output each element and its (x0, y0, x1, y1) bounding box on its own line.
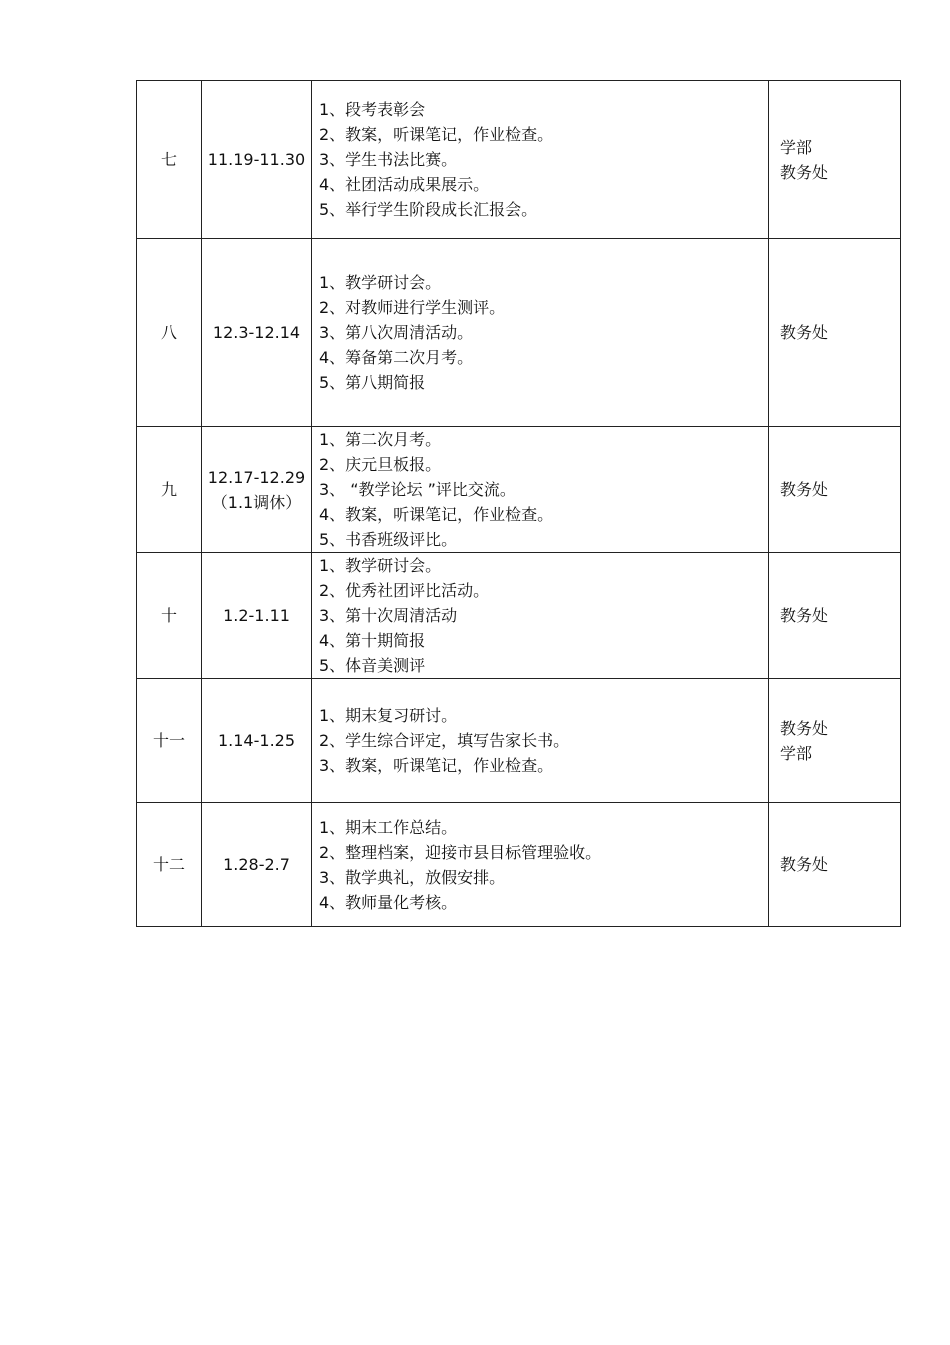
activities-cell (312, 553, 769, 679)
date-range-cell (202, 81, 312, 239)
schedule-table (136, 80, 901, 927)
activity-item: 5、举行学生阶段成长汇报会。 (319, 200, 538, 219)
week-number: 十 (160, 606, 177, 625)
table-row (137, 239, 901, 427)
date-range: 12.17-12.29 (207, 467, 306, 487)
department-cell (769, 427, 901, 553)
date-range-cell (202, 679, 312, 803)
date-range-cell (202, 553, 312, 679)
activity-item: 3、教案，听课笔记，作业检查。 (319, 756, 554, 775)
activity-item: 5、书香班级评比。 (319, 530, 458, 549)
date-range: 11.19-11.30 (207, 150, 306, 169)
activity-item: 1、期末复习研讨。 (319, 706, 458, 725)
activity-item: 3、学生书法比赛。 (319, 150, 458, 169)
department-name: 教务处 (780, 606, 829, 625)
department-cell (769, 239, 901, 427)
activity-item: 5、第八期简报 (319, 373, 426, 392)
activity-item: 2、学生综合评定，填写告家长书。 (319, 731, 570, 750)
week-number: 七 (160, 150, 177, 169)
table-row (137, 679, 901, 803)
department-cell (769, 803, 901, 927)
table-row (137, 553, 901, 679)
activity-item: 3、散学典礼，放假安排。 (319, 867, 506, 887)
activity-item: 1、期末工作总结。 (319, 817, 458, 837)
week-number: 十二 (152, 855, 185, 874)
week-number: 十一 (152, 731, 185, 750)
week-cell (137, 427, 202, 553)
date-range-cell (202, 239, 312, 427)
date-note: （1.1调休） (211, 492, 302, 512)
activity-item: 1、教学研讨会。 (319, 273, 442, 292)
date-range-cell (202, 427, 312, 553)
activity-item: 2、教案，听课笔记，作业检查。 (319, 125, 554, 144)
department-cell (769, 679, 901, 803)
week-cell (137, 803, 202, 927)
date-range: 1.2-1.11 (223, 606, 290, 625)
department-name: 学部 (780, 743, 813, 763)
activities-cell (312, 679, 769, 803)
activities-cell (312, 427, 769, 553)
activity-item: 5、体音美测评 (319, 656, 426, 675)
table-row (137, 81, 901, 239)
department-cell (769, 81, 901, 239)
activities-cell (312, 803, 769, 927)
week-number: 九 (160, 480, 177, 499)
activity-item: 2、对教师进行学生测评。 (319, 298, 506, 317)
table-row (137, 803, 901, 927)
date-range: 1.28-2.7 (223, 855, 290, 874)
activities-cell (312, 239, 769, 427)
date-range-cell (202, 803, 312, 927)
activity-item: 2、整理档案，迎接市县目标管理验收。 (319, 842, 602, 862)
week-cell (137, 679, 202, 803)
activity-item: 1、第二次月考。 (319, 430, 442, 449)
activity-item: 3、 “教学论坛 ”评比交流。 (319, 480, 516, 499)
activity-item: 2、庆元旦板报。 (319, 455, 442, 474)
week-number: 八 (160, 323, 177, 342)
week-cell (137, 239, 202, 427)
activity-item: 4、教师量化考核。 (319, 892, 458, 912)
week-cell (137, 553, 202, 679)
activity-item: 4、社团活动成果展示。 (319, 175, 490, 194)
week-cell (137, 81, 202, 239)
department-name: 教务处 (780, 162, 829, 182)
activity-item: 4、筹备第二次月考。 (319, 348, 474, 367)
department-name: 教务处 (780, 718, 829, 738)
department-name: 教务处 (780, 855, 829, 874)
activities-cell (312, 81, 769, 239)
activity-item: 3、第十次周清活动 (319, 606, 458, 625)
activity-item: 1、段考表彰会 (319, 100, 426, 119)
table-row (137, 427, 901, 553)
department-name: 学部 (780, 137, 813, 157)
activity-item: 3、第八次周清活动。 (319, 323, 474, 342)
date-range: 12.3-12.14 (212, 323, 301, 342)
activity-item: 2、优秀社团评比活动。 (319, 581, 490, 600)
activity-item: 4、教案，听课笔记，作业检查。 (319, 505, 554, 524)
department-cell (769, 553, 901, 679)
activity-item: 4、第十期简报 (319, 631, 426, 650)
date-range: 1.14-1.25 (217, 731, 296, 750)
activity-item: 1、教学研讨会。 (319, 556, 442, 575)
department-name: 教务处 (780, 323, 829, 342)
department-name: 教务处 (780, 480, 829, 499)
